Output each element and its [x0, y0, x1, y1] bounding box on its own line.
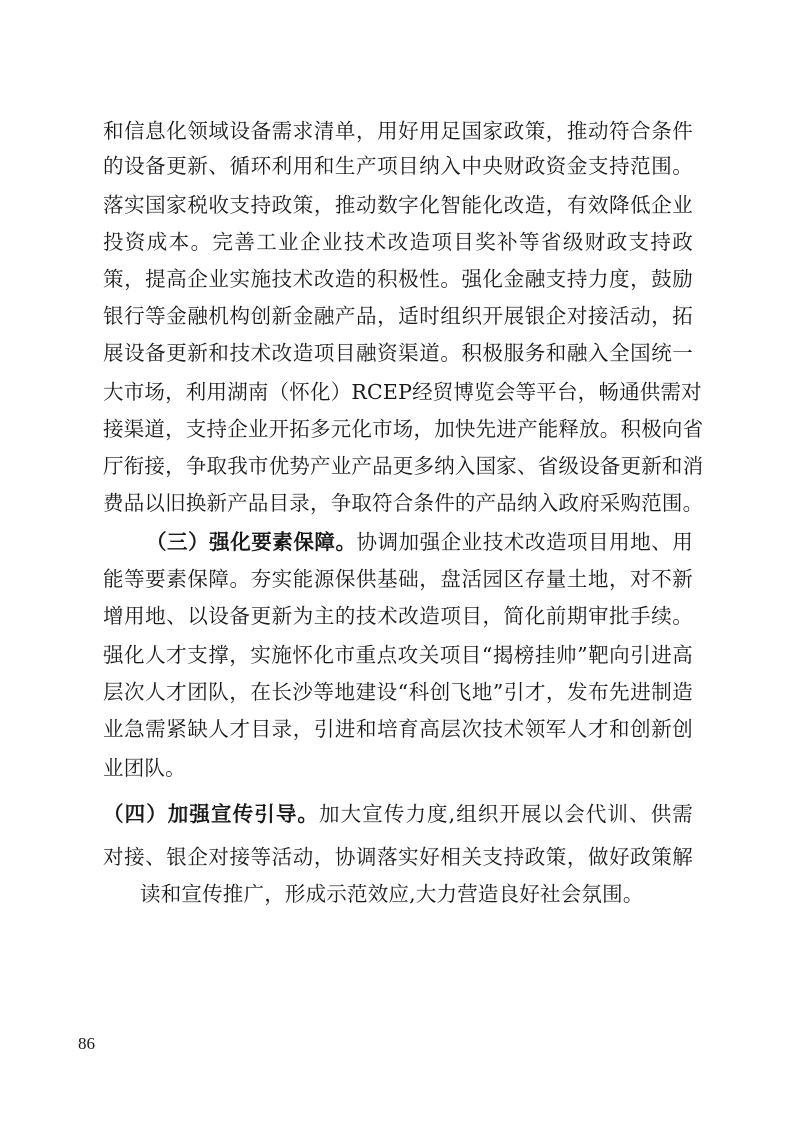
body-line: 的设备更新、循环利用和生产项目纳入中央财政资金支持范围。 — [103, 154, 693, 178]
body-line: 和信息化领域设备需求清单，用好用足国家政策，推动符合条件 — [103, 119, 693, 143]
body-line: 业急需紧缺人才目录，引进和培育高层次技术领军人才和创新创 — [103, 717, 693, 741]
section-3-first-text: 协调加强企业技术改造项目用地、用 — [356, 530, 694, 554]
section-4-first-line — [103, 799, 693, 829]
body-line: 厅衔接，争取我市优势产业产品更多纳入国家、省级设备更新和消 — [103, 454, 704, 478]
body-line: 增用地、以设备更新为主的技术改造项目，简化前期审批手续。 — [103, 604, 693, 628]
body-line: 层次人才团队，在长沙等地建设“科创飞地”引才，发布先进制造 — [103, 680, 693, 704]
body-line: 策，提高企业实施技术改造的积极性。强化金融支持力度，鼓励 — [103, 267, 693, 291]
body-line: 读和宣传推广，形成示范效应,大力营造良好社会氛围。 — [140, 882, 644, 906]
body-line: 银行等金融机构创新金融产品，适时组织开展银企对接活动，拓 — [103, 304, 693, 328]
body-line: 展设备更新和技术改造项目融资渠道。积极服务和融入全国统一 — [103, 341, 693, 365]
body-line: 落实国家税收支持政策，推动数字化智能化改造，有效降低企业 — [103, 193, 693, 217]
section-3-first-line — [146, 527, 693, 557]
section-4-first-text: 加大宣传力度,组织开展以会代训、供需 — [319, 802, 693, 826]
body-line: 业团队。 — [103, 756, 186, 780]
body-line: 投资成本。完善工业企业技术改造项目奖补等省级财政支持政 — [103, 230, 693, 254]
page-number: 86 — [78, 1034, 95, 1053]
body-line: 对接、银企对接等活动，协调落实好相关支持政策，做好政策解 — [103, 845, 693, 869]
body-line: 大市场，利用湖南（怀化）RCEP经贸博览会等平台，畅通供需对 — [103, 380, 702, 404]
section-3-heading: （三）强化要素保障。 — [146, 530, 357, 554]
body-line: 能等要素保障。夯实能源保供基础，盘活园区存量土地，对不新 — [103, 567, 693, 591]
body-line: 费品以旧换新产品目录，争取符合条件的产品纳入政府采购范围。 — [103, 491, 704, 515]
body-line: 接渠道，支持企业开拓多元化市场，加快先进产能释放。积极向省 — [103, 417, 704, 441]
section-4-heading: （四）加强宣传引导。 — [103, 802, 320, 826]
body-line: 强化人才支撑，实施怀化市重点攻关项目“揭榜挂帅”靶向引进高 — [103, 643, 693, 667]
